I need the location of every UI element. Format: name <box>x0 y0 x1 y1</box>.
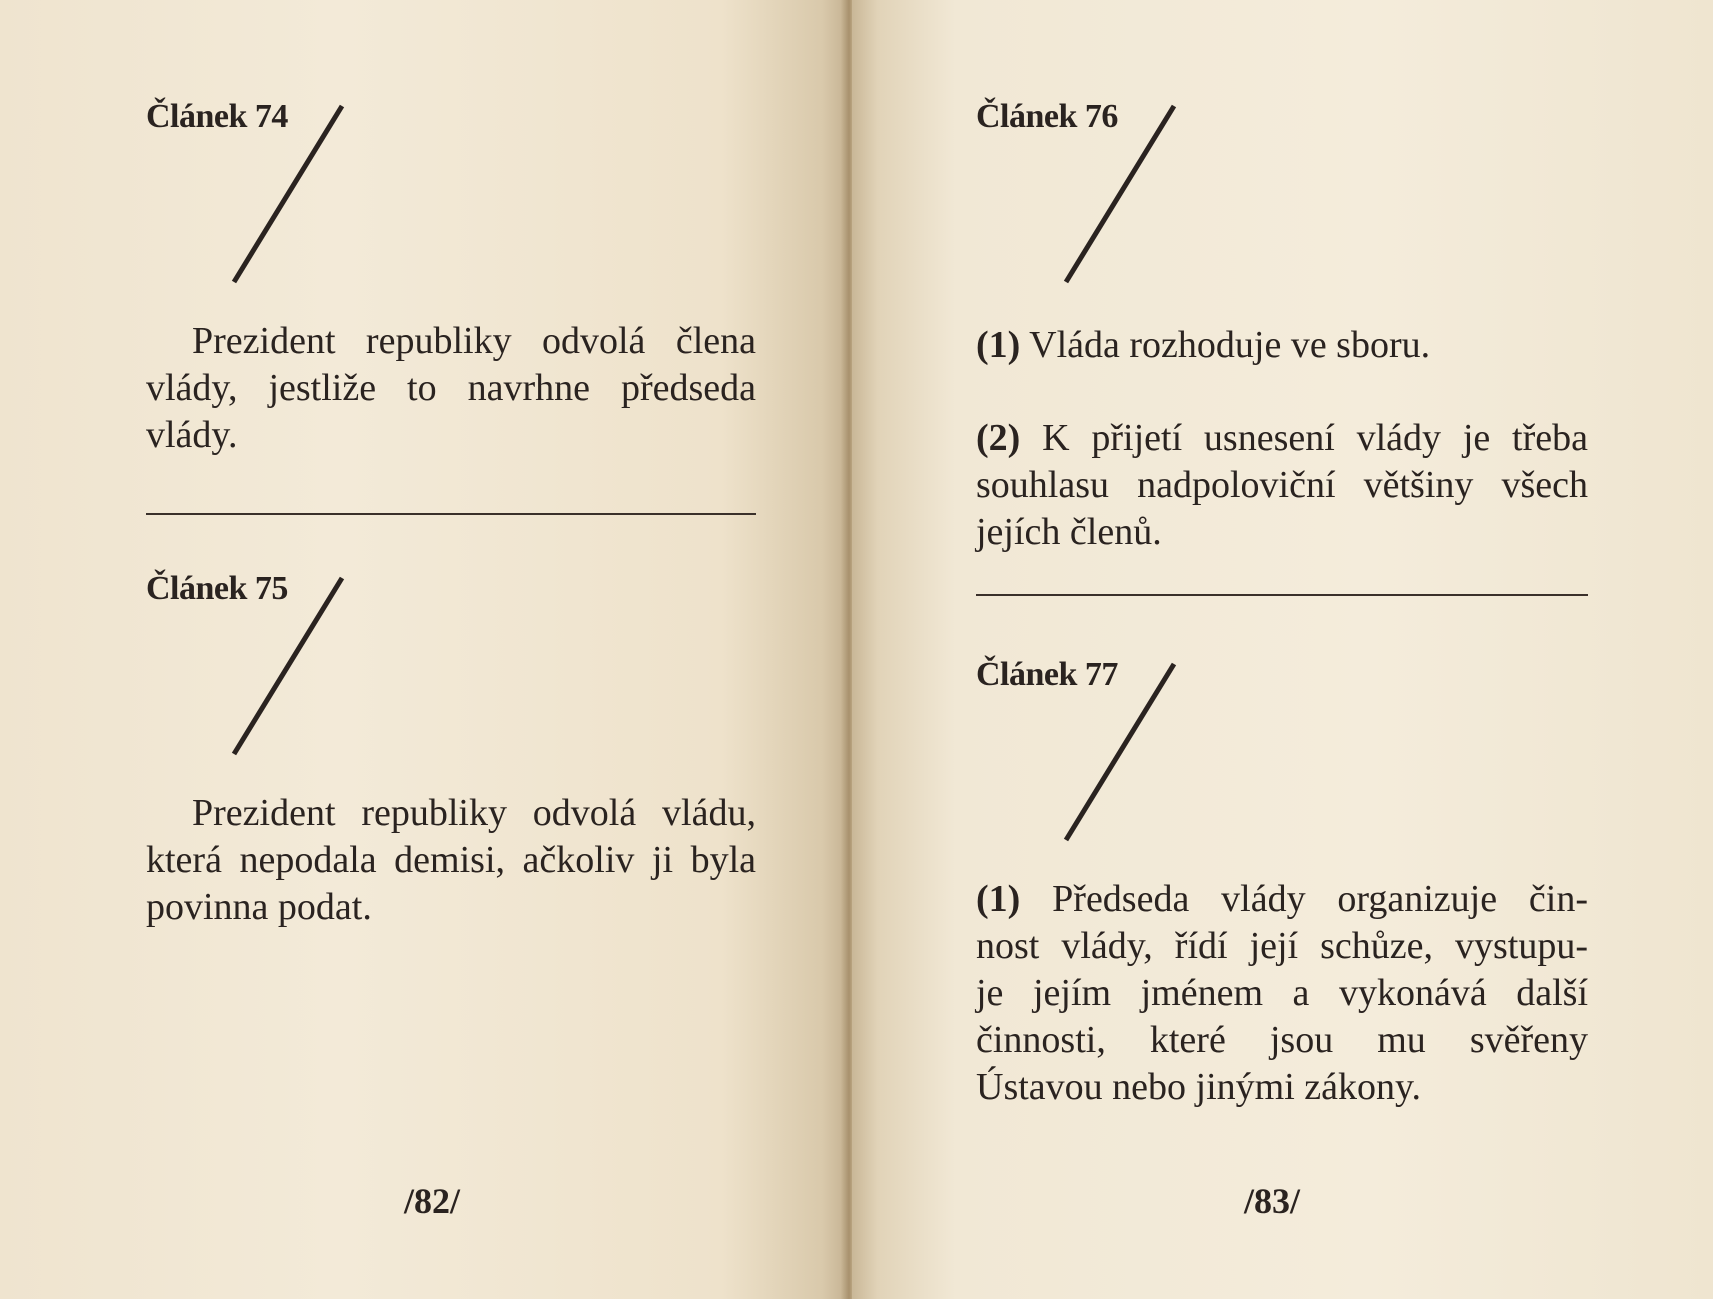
page-number-right: /83/ <box>1244 1181 1301 1221</box>
article-77-p1-line-3: je jejím jménem a vykonává další <box>976 972 1588 1014</box>
article-76-paragraph-2 <box>976 415 1588 556</box>
article-76-p2-number: (2) <box>976 417 1021 459</box>
article-75-line-1: Prezident republiky odvolá vládu, <box>192 792 756 834</box>
article-77-heading: Článek 77 <box>976 656 1118 693</box>
article-74-slash-mark <box>220 100 350 290</box>
article-75-line-3: povinna podat. <box>146 886 372 928</box>
article-74-line-1: Prezident republiky odvolá člena <box>192 320 756 362</box>
article-77-p1-line-1: (1) Předseda vlády organizuje čin- <box>976 878 1589 920</box>
article-77-p1-number: (1) <box>976 878 1021 920</box>
article-76-slash-mark <box>1052 100 1182 290</box>
article-74-heading: Článek 74 <box>146 98 288 135</box>
article-76-p2-line-1: (2) K přijetí usnesení vlády je třeba <box>976 417 1588 459</box>
page-number-left: /82/ <box>404 1181 461 1221</box>
section-divider-left <box>146 513 756 515</box>
article-76-heading: Článek 76 <box>976 98 1118 135</box>
article-75-line-2: která nepodala demisi, ačkoliv ji byla <box>146 839 756 881</box>
article-77-p1-line-2: nost vlády, řídí její schůze, vystupu- <box>976 925 1588 967</box>
article-74-line-3: vlády. <box>146 414 238 456</box>
article-76-p2-line-2: souhlasu nadpoloviční většiny všech <box>976 464 1588 506</box>
article-77-slash-mark <box>1052 658 1182 848</box>
article-76-p2-line-3: jejích členů. <box>976 511 1162 553</box>
article-77-p1-line-4: činnosti, které jsou mu svěřeny <box>976 1019 1588 1061</box>
article-75-slash-mark <box>220 572 350 762</box>
article-75-text <box>146 790 756 931</box>
article-74-text <box>146 318 756 459</box>
article-76-p1-line-1: (1) Vláda rozhoduje ve sboru. <box>976 324 1431 366</box>
section-divider-right <box>976 594 1588 596</box>
article-77-p1-line-5: Ústavou nebo jinými zákony. <box>976 1066 1422 1108</box>
article-74-line-2: vlády, jestliže to navrhne předseda <box>146 367 756 409</box>
article-76-paragraph-1 <box>976 322 1588 369</box>
right-page <box>852 0 1713 1299</box>
article-75-heading: Článek 75 <box>146 570 288 607</box>
left-page <box>0 0 848 1299</box>
article-76-p1-number: (1) <box>976 324 1021 366</box>
article-77-paragraph-1 <box>976 876 1588 1111</box>
